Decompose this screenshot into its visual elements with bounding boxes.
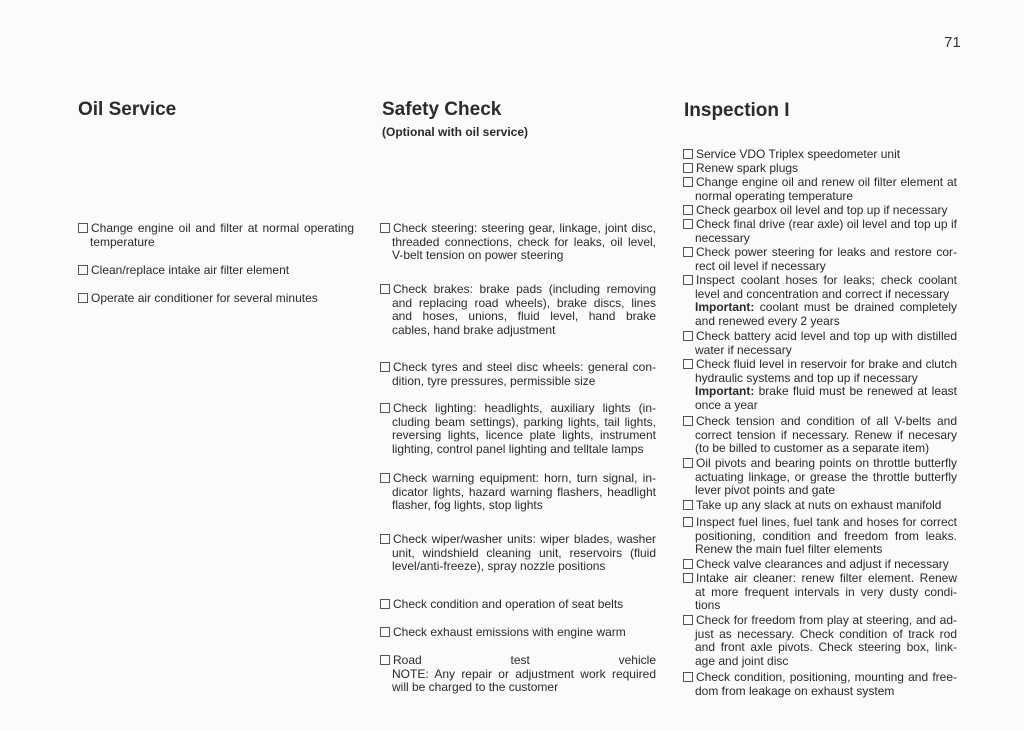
checkbox-icon bbox=[683, 517, 693, 527]
safety-check-item-text: Road test vehicle bbox=[393, 653, 656, 667]
oil-service-item-text: temperature bbox=[90, 234, 155, 249]
inspection-item-text: Change engine oil and renew oil filter element at bbox=[696, 175, 957, 189]
safety-check-title: Safety Check bbox=[382, 99, 502, 120]
checkbox-icon bbox=[380, 403, 390, 413]
safety-check-item-text: Check steering: steering gear, linkage, joint disc, bbox=[393, 221, 656, 235]
inspection-item-text: actuating linkage, or grease the throttle butterfly bbox=[695, 469, 957, 484]
inspection-item-text: rect oil level if necessary bbox=[695, 258, 826, 273]
inspection-item-text: Check power steering for leaks and restore cor- bbox=[696, 245, 957, 259]
safety-check-item bbox=[380, 533, 656, 574]
inspection-item-text: Service VDO Triplex speedometer unit bbox=[696, 147, 901, 161]
inspection-item bbox=[683, 148, 957, 162]
oil-service-item bbox=[78, 264, 354, 278]
safety-check-item-text: and replacing road wheels), brake discs, lines bbox=[392, 295, 656, 310]
inspection-item bbox=[683, 246, 957, 273]
inspection-item bbox=[683, 162, 957, 176]
checkbox-icon bbox=[380, 284, 390, 294]
important-label: Important: bbox=[695, 384, 755, 399]
inspection-item-text: correct tension if necessary. Renew if necesary bbox=[695, 427, 957, 442]
safety-check-item-text: Check warning equipment: horn, turn signal, in- bbox=[393, 471, 656, 485]
inspection-item-text: (to be billed to customer as a separate item) bbox=[695, 441, 930, 456]
inspection-item-text: tions bbox=[695, 598, 721, 613]
checkbox-icon bbox=[683, 177, 693, 187]
inspection-item-text: water if necessary bbox=[695, 342, 792, 357]
checkbox-icon bbox=[683, 573, 693, 583]
inspection-item-text: dom from leakage on exhaust system bbox=[695, 683, 895, 698]
checkbox-icon bbox=[78, 293, 88, 303]
checkbox-icon bbox=[380, 534, 390, 544]
safety-check-item-text: Check lighting: headlights, auxiliary lights (in- bbox=[393, 401, 656, 415]
inspection-item bbox=[683, 457, 957, 498]
safety-check-item-text: threaded connections, check for leaks, oil level, bbox=[392, 234, 656, 249]
safety-check-item bbox=[380, 626, 656, 640]
inspection-item bbox=[683, 572, 957, 613]
inspection-item bbox=[683, 671, 957, 698]
checkbox-icon bbox=[683, 615, 693, 625]
inspection-item bbox=[683, 218, 957, 245]
inspection-item-text: Take up any slack at nuts on exhaust manifold bbox=[696, 498, 942, 512]
inspection-item-text: normal operating temperature bbox=[695, 188, 854, 203]
safety-check-item-text: NOTE: Any repair or adjustment work required bbox=[392, 666, 656, 681]
checkbox-icon bbox=[380, 627, 390, 637]
checkbox-icon bbox=[683, 149, 693, 159]
safety-check-item-text: cables, hand brake adjustment bbox=[392, 323, 556, 338]
safety-check-section bbox=[382, 99, 658, 139]
safety-check-item-text: flasher, fog lights, stop lights bbox=[392, 498, 543, 513]
safety-check-item bbox=[380, 654, 656, 695]
oil-service-item bbox=[78, 222, 354, 249]
important-text: once a year bbox=[695, 398, 758, 413]
inspection-item-text: hydraulic systems and top up if necessary bbox=[695, 370, 918, 385]
inspection-item-text: Check for freedom from play at steering, and ad- bbox=[696, 613, 957, 627]
important-label: Important: bbox=[695, 300, 755, 315]
checkbox-icon bbox=[683, 331, 693, 341]
inspection-item bbox=[683, 204, 957, 218]
inspection-item-text: Check final drive (rear axle) oil level and top up if bbox=[696, 217, 957, 231]
checkbox-icon bbox=[683, 559, 693, 569]
safety-check-item-text: will be charged to the customer bbox=[392, 680, 559, 695]
inspection-item-text: just as necessary. Check condition of track rod bbox=[695, 626, 957, 641]
checkbox-icon bbox=[683, 275, 693, 285]
checkbox-icon bbox=[683, 219, 693, 229]
inspection-item-text: and front axle pivots. Check steering box, link- bbox=[695, 640, 957, 655]
important-text: and renewed every 2 years bbox=[695, 314, 840, 329]
checkbox-icon bbox=[683, 416, 693, 426]
safety-check-item-text: Check tyres and steel disc wheels: general con- bbox=[393, 360, 656, 374]
inspection-item-text: Check battery acid level and top up with distilled bbox=[696, 329, 957, 343]
inspection-item-text: Check valve clearances and adjust if necessary bbox=[696, 557, 949, 571]
inspection-item bbox=[683, 415, 957, 456]
inspection-item-text: necessary bbox=[695, 230, 750, 245]
inspection-item-text: lever pivot points and gate bbox=[695, 483, 836, 498]
safety-check-item bbox=[380, 283, 656, 338]
safety-check-item-text: Check wiper/washer units: wiper blades, washer bbox=[393, 532, 656, 546]
inspection-item bbox=[683, 274, 957, 329]
safety-check-item-text: level/anti-freeze), spray nozzle positions bbox=[392, 559, 606, 574]
inspection-item-text: Check fluid level in reservoir for brake and clutch bbox=[696, 357, 957, 371]
inspection-item-text: age and joint disc bbox=[695, 654, 789, 669]
inspection-item-text: Renew spark plugs bbox=[696, 161, 799, 175]
safety-check-item-text: unit, windshield cleaning unit, reservoirs (fluid bbox=[392, 545, 656, 560]
safety-check-item-text: Check condition and operation of seat belts bbox=[393, 597, 624, 611]
inspection-item bbox=[683, 176, 957, 203]
inspection-title: Inspection I bbox=[684, 100, 790, 121]
page-number: 71 bbox=[944, 34, 961, 51]
safety-check-subtitle: (Optional with oil service) bbox=[382, 125, 529, 139]
oil-service-item-text: Operate air conditioner for several minutes bbox=[91, 291, 318, 305]
checkbox-icon bbox=[380, 655, 390, 665]
checkbox-icon bbox=[683, 458, 693, 468]
inspection-item-text: Check condition, positioning, mounting and free- bbox=[696, 670, 957, 684]
safety-check-item-text: lighting, control panel lighting and telltale lamps bbox=[392, 442, 644, 457]
safety-check-item-text: cluding beam settings), parking lights, tail lights, bbox=[392, 414, 656, 429]
checkbox-icon bbox=[380, 223, 390, 233]
checkbox-icon bbox=[380, 362, 390, 372]
checkbox-icon bbox=[683, 500, 693, 510]
important-text: coolant must be drained completely bbox=[759, 300, 957, 315]
safety-check-item bbox=[380, 472, 656, 513]
safety-check-item-text: V-belt tension on power steering bbox=[392, 248, 564, 263]
inspection-item-text: level and concentration and correct if necessary bbox=[695, 286, 950, 301]
oil-service-item-text: Change engine oil and filter at normal operating bbox=[91, 221, 354, 235]
oil-service-item bbox=[78, 292, 354, 306]
checkbox-icon bbox=[78, 265, 88, 275]
oil-service-section bbox=[78, 99, 354, 121]
inspection-item-text: Oil pivots and bearing points on throttle butterfly bbox=[696, 456, 957, 470]
safety-check-item-text: dicator lights, hazard warning flashers, headlight bbox=[392, 484, 656, 499]
checkbox-icon bbox=[683, 163, 693, 173]
safety-check-item bbox=[380, 402, 656, 457]
inspection-item-text: Check tension and condition of all V-belts and bbox=[696, 414, 957, 428]
safety-check-item-text: and hoses, unions, fluid level, hand brake bbox=[392, 309, 656, 324]
inspection-item bbox=[683, 516, 957, 557]
inspection-item-text: Intake air cleaner: renew filter element. Renew bbox=[696, 571, 957, 585]
inspection-item bbox=[683, 614, 957, 669]
safety-check-item bbox=[380, 361, 656, 388]
inspection-item bbox=[683, 558, 957, 572]
inspection-item-text: Inspect coolant hoses for leaks; check coolant bbox=[696, 273, 957, 287]
checkbox-icon bbox=[78, 223, 88, 233]
safety-check-item-text: dition, tyre pressures, permissible size bbox=[392, 373, 596, 388]
checkbox-icon bbox=[380, 473, 390, 483]
safety-check-item bbox=[380, 598, 656, 612]
oil-service-title: Oil Service bbox=[78, 99, 177, 120]
inspection-item-text: Check gearbox oil level and top up if necessary bbox=[696, 203, 948, 217]
inspection-item bbox=[683, 499, 957, 513]
inspection-item-text: Renew the main fuel filter elements bbox=[695, 542, 883, 557]
important-text: brake fluid must be renewed at least bbox=[758, 384, 957, 399]
checkbox-icon bbox=[683, 205, 693, 215]
safety-check-item bbox=[380, 222, 656, 263]
inspection-item-text: Inspect fuel lines, fuel tank and hoses for correct bbox=[696, 515, 957, 529]
safety-check-item-text: reversing lights, licence plate lights, instrument bbox=[392, 428, 656, 443]
checkbox-icon bbox=[683, 247, 693, 257]
inspection-item bbox=[683, 358, 957, 413]
safety-check-item-text: Check exhaust emissions with engine warm bbox=[393, 625, 626, 639]
safety-check-item-text: Check brakes: brake pads (including removing bbox=[393, 282, 656, 296]
inspection-item-text: positioning, condition and freedom from leaks. bbox=[695, 528, 957, 543]
oil-service-item-text: Clean/replace intake air filter element bbox=[91, 263, 290, 277]
checkbox-icon bbox=[683, 359, 693, 369]
inspection-section bbox=[684, 100, 958, 122]
inspection-item-text: at more frequent intervals in very dusty condi- bbox=[695, 584, 957, 599]
checkbox-icon bbox=[380, 599, 390, 609]
checkbox-icon bbox=[683, 672, 693, 682]
inspection-item bbox=[683, 330, 957, 357]
